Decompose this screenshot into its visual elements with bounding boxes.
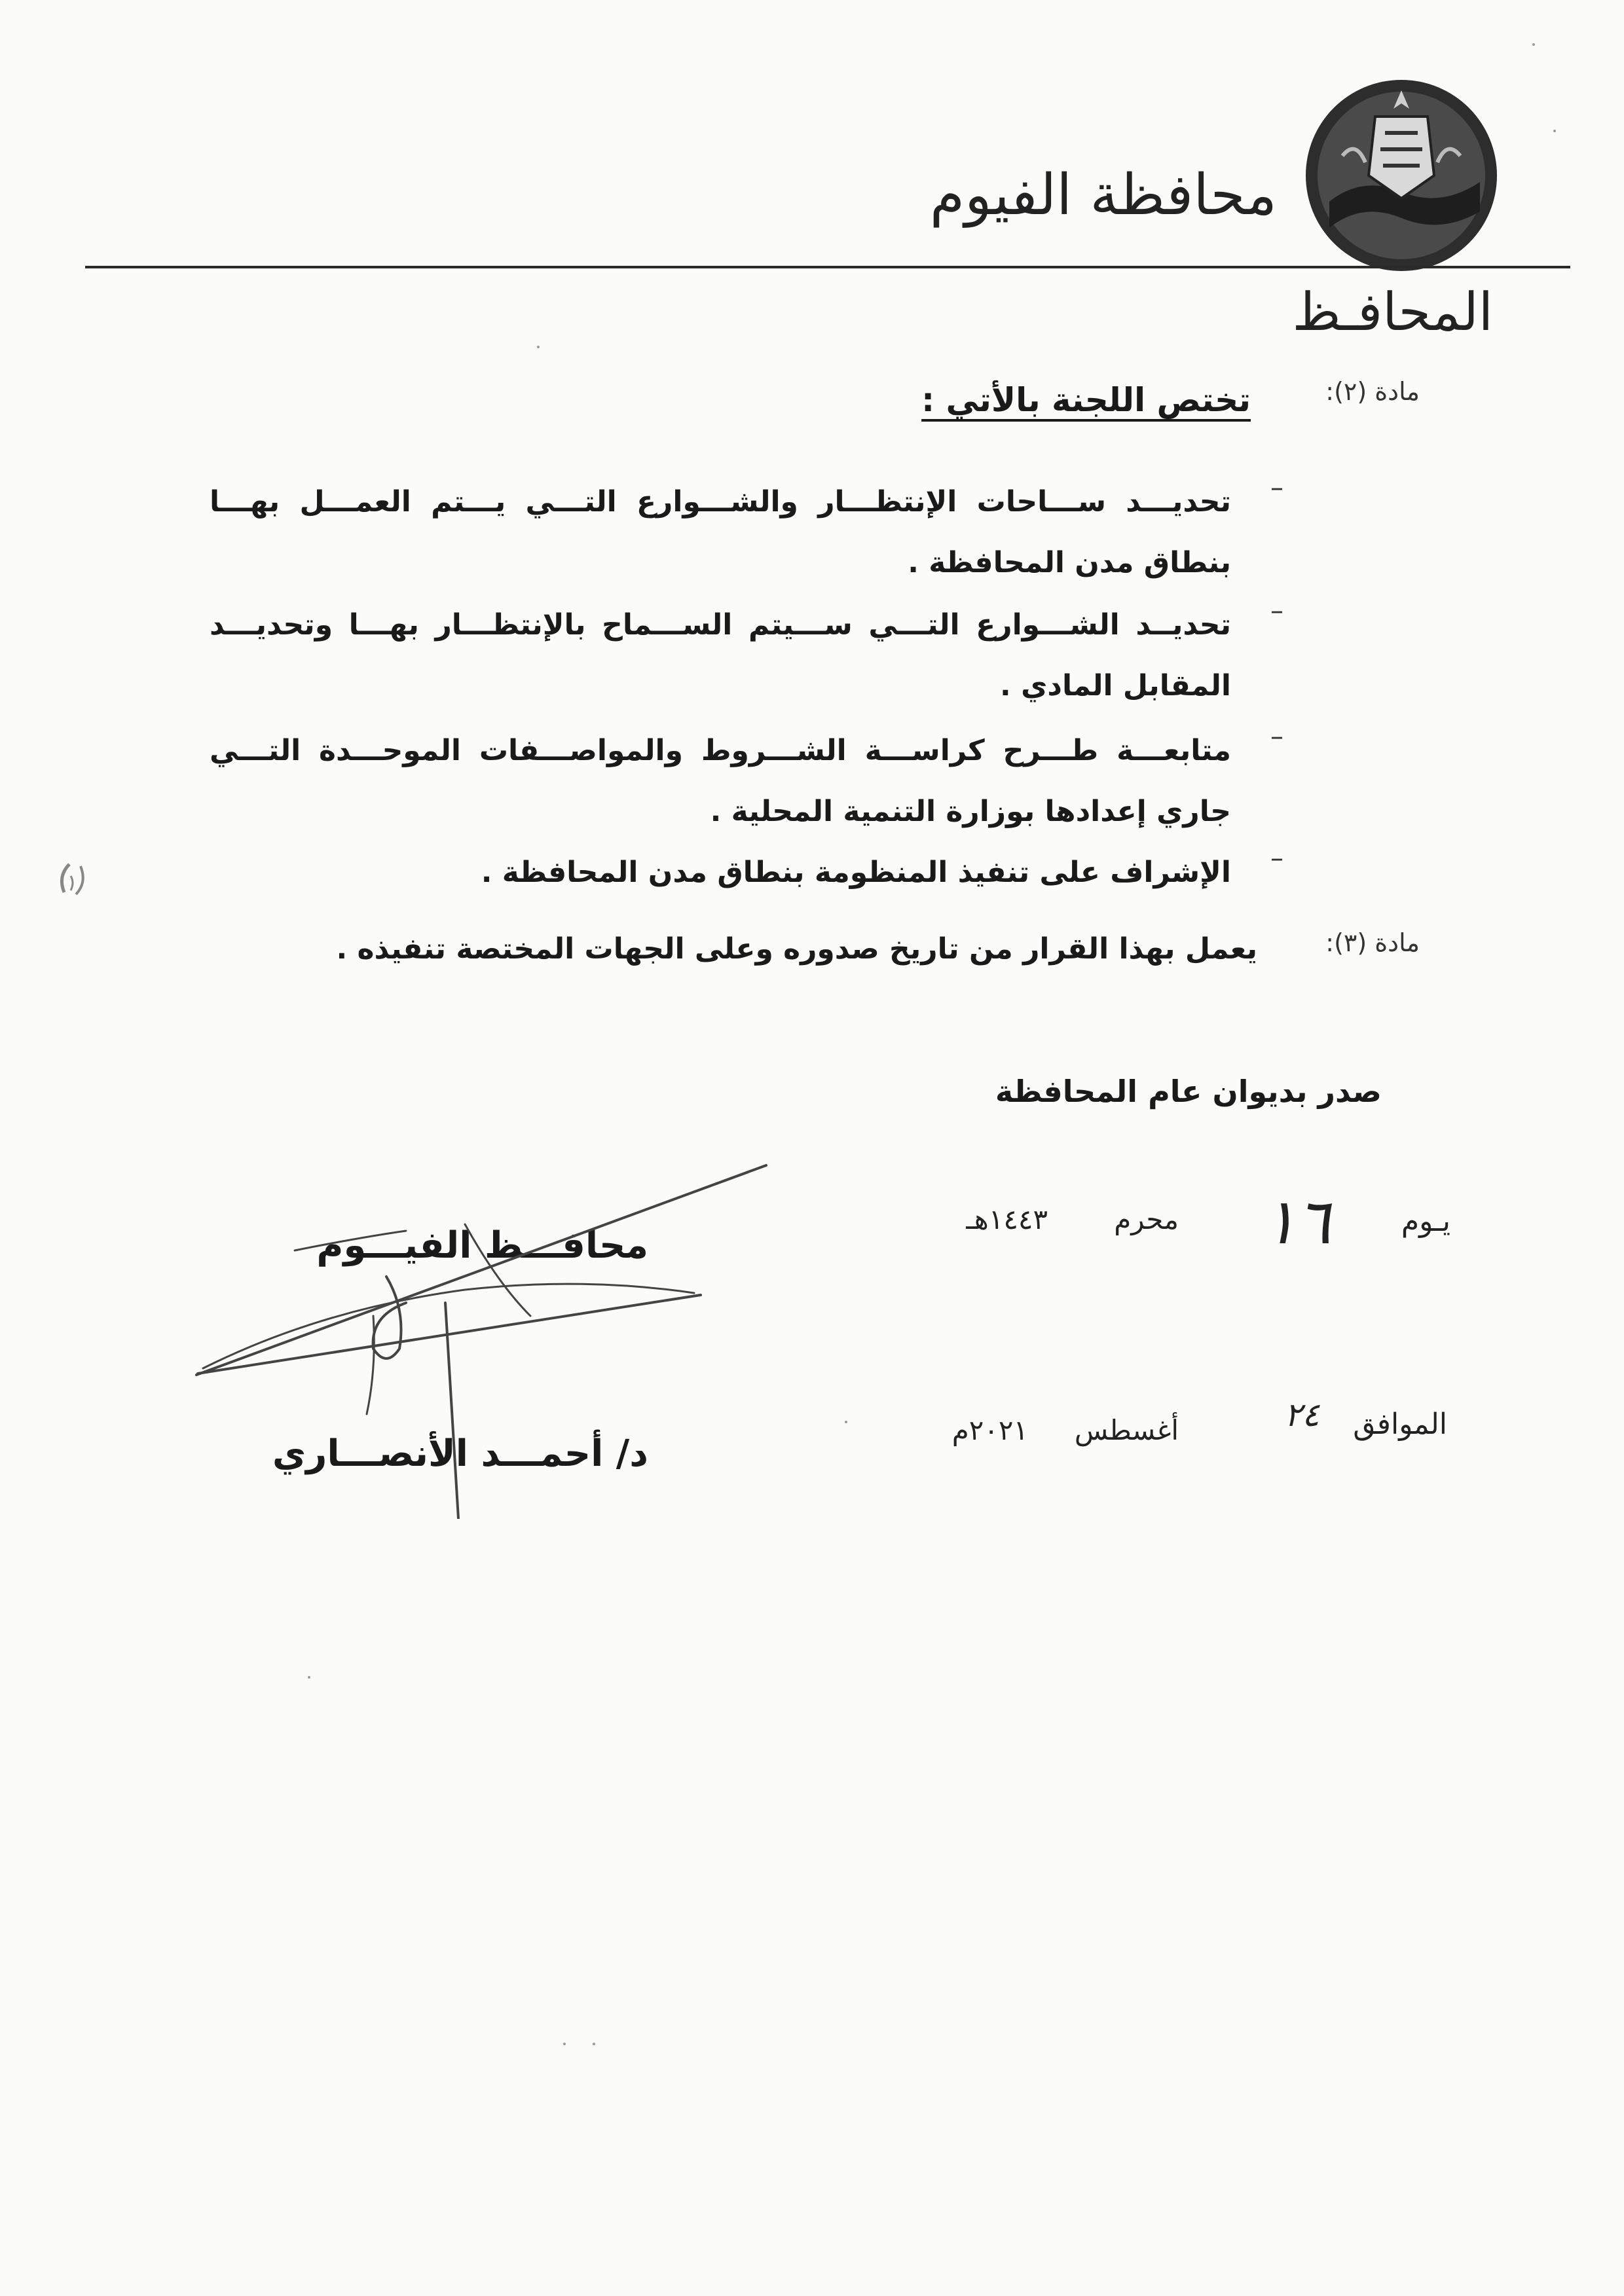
issued-at-line: صدر بديوان عام المحافظة bbox=[995, 1074, 1382, 1109]
handwritten-signature-icon bbox=[190, 1152, 779, 1519]
scan-speck bbox=[308, 1676, 310, 1679]
signatory-title: محافـــظ الفيـــوم bbox=[316, 1224, 648, 1267]
hijri-month: محرم bbox=[1114, 1203, 1179, 1235]
list-item-line: جاري إعدادها بوزارة التنمية المحلية . bbox=[710, 795, 1231, 828]
scan-speck bbox=[1553, 130, 1556, 132]
gregorian-year: ٢٠٢١م bbox=[951, 1414, 1028, 1446]
scan-speck bbox=[845, 1421, 847, 1423]
scan-speck bbox=[593, 2043, 595, 2045]
list-item bbox=[210, 471, 1231, 593]
scan-speck bbox=[1532, 43, 1535, 46]
header-title: محافظة الفيوم bbox=[929, 162, 1277, 228]
signatory-name: د/ أحمـــد الأنصـــاري bbox=[272, 1432, 648, 1475]
list-item-line: المقابل المادي . bbox=[1000, 669, 1231, 702]
list-item-line: تحديــد الشـــوارع التـــي ســـيتم الســـماح بالإنتظـــار بهـــا وتحديـــد bbox=[210, 608, 1231, 642]
list-item-line: تحديـــد ســـاحات الإنتظـــار والشـــوارع التـــي يـــتم العمـــل بهـــا bbox=[210, 485, 1231, 519]
governorate-seal-icon bbox=[1303, 77, 1500, 274]
punch-hole-mark bbox=[51, 856, 97, 902]
list-item-line: الإشراف على تنفيذ المنظومة بنطاق مدن المحافظة . bbox=[481, 856, 1231, 889]
article-3-label: مادة (٣): bbox=[1325, 928, 1420, 957]
scan-speck bbox=[537, 346, 540, 348]
header-divider bbox=[85, 266, 1570, 268]
corresponding-label: الموافق bbox=[1353, 1408, 1447, 1441]
list-item bbox=[210, 842, 1231, 903]
bullet-dash: – bbox=[1270, 843, 1283, 873]
day-label: يـوم bbox=[1401, 1205, 1450, 1238]
bullet-dash: – bbox=[1270, 721, 1283, 752]
list-item bbox=[210, 594, 1231, 716]
office-label: المحافـظ bbox=[1292, 282, 1493, 342]
gregorian-month: أغسطس bbox=[1074, 1414, 1179, 1446]
list-item-line: متابعـــة طـــرح كراســـة الشـــروط والمواصـــفات الموحـــدة التـــي bbox=[210, 734, 1231, 767]
corresponding-day-mark: ٢٤ bbox=[1284, 1396, 1320, 1434]
bullet-dash: – bbox=[1270, 596, 1283, 626]
hijri-year: ١٤٤٣هـ bbox=[966, 1203, 1048, 1235]
scan-speck bbox=[563, 2043, 566, 2045]
bullet-dash: – bbox=[1270, 473, 1283, 503]
article-2-label: مادة (٢): bbox=[1325, 377, 1420, 406]
day-value: ١٦ bbox=[1260, 1185, 1344, 1258]
list-item bbox=[210, 720, 1231, 842]
article-3-text: يعمل بهذا القرار من تاريخ صدوره وعلى الجهات المختصة تنفيذه . bbox=[336, 932, 1257, 966]
list-item-line: بنطاق مدن المحافظة . bbox=[908, 546, 1231, 579]
article-2-heading: تختص اللجنة بالأتي : bbox=[921, 381, 1251, 419]
